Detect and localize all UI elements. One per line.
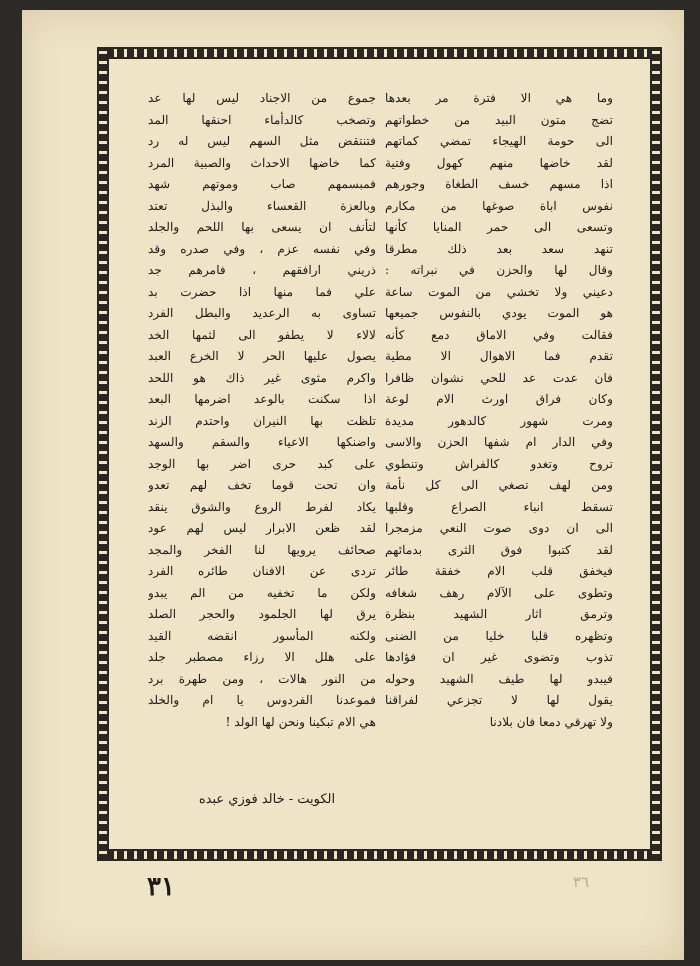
poem-line: ومن لهف تصغي الى كل نأمة bbox=[385, 478, 613, 492]
bleed-through-page-number: ٣٦ bbox=[573, 873, 590, 891]
page-number: ٣١ bbox=[147, 872, 175, 902]
poem-line: وتسعى الى حمر المنايا كأنها bbox=[385, 220, 613, 234]
poem-line: لتأنف ان يسعى بها اللحم والجلد bbox=[148, 220, 376, 234]
poem-line: تنهد سعد بعد ذلك مطرقا bbox=[385, 241, 613, 256]
poem-line: وفي نفسه عزم ، وفي صدره وقد bbox=[148, 241, 376, 256]
border-right bbox=[650, 47, 662, 861]
poem-line: نفوس اباة صوغها من مكارم bbox=[385, 198, 613, 213]
poem-line: يرق لها الجلمود والحجر الصلد bbox=[148, 607, 376, 621]
poem-line: تروح وتغدو كالفراش وتنطوي bbox=[385, 456, 613, 471]
poem-line: هي الام تبكينا ونحن لها الولد ! bbox=[225, 714, 376, 729]
poem-line: لقد ظعن الابرار ليس لهم عود bbox=[148, 521, 376, 535]
poem-line: وتطوى على الآلام رهف شغافه bbox=[385, 585, 613, 600]
poem-line: وفي الدار ام شفها الحزن والاسى bbox=[385, 435, 613, 449]
poem-line: وقال لها والحزن في نبراته : bbox=[385, 263, 613, 277]
poem-line: لقد كتبوا فوق الثرى بدمائهم bbox=[385, 542, 613, 557]
poem-line: واكرم مثوى غير ذاك هو اللحد bbox=[148, 370, 376, 385]
border-bottom bbox=[97, 849, 662, 861]
poem-line: ولكنه المأسور انقضه القيد bbox=[148, 628, 376, 643]
poem-line: اذا مسهم خسف الطغاة وجورهم bbox=[385, 177, 613, 191]
poem-line: اذا سكنت بالوعد اضرمها البعد bbox=[148, 392, 376, 406]
poem-line: على كبد حرى اضر بها الوجد bbox=[148, 456, 376, 471]
poem-line: تساوى به الرعديد والبطل الفرد bbox=[148, 306, 376, 320]
poem-signature: الكويت - خالد فوزي عبده bbox=[198, 792, 336, 807]
poem-line: هو الموت يودي بالنفوس جميعها bbox=[385, 306, 613, 320]
poem-line: وتصخب كالدأماء احنقها المد bbox=[148, 112, 376, 127]
poem-line: فيبدو لها طيف الشهيد وحوله bbox=[385, 671, 613, 686]
poem-line: وكان فراق اورث الام لوعة bbox=[385, 392, 613, 406]
border-top bbox=[97, 47, 662, 59]
poem-line: ذريني ارافقهم ، فامرهم جد bbox=[148, 263, 376, 277]
poem-line: الى حومة الهيجاء تمضي كماتهم bbox=[385, 134, 613, 148]
poem-line: تسقط انباء الصراع وقلبها bbox=[385, 499, 613, 514]
poem-line: وترمق اثار الشهيد بنظرة bbox=[385, 607, 613, 621]
poem-line: وان تحت قوما تخف لهم تعدو bbox=[148, 478, 376, 492]
poem-line: تذوب وتضوى غير ان فؤادها bbox=[385, 650, 613, 664]
poem-line: فيخفق قلب الام خفقة طائر bbox=[385, 564, 613, 578]
poem-line: تلظت بها النيران واحتدم الزند bbox=[148, 413, 376, 428]
poem-line: فان عدت عد للحي نشوان ظافرا bbox=[385, 370, 613, 385]
poem-line: كما خاضها الاحداث والصبية المرد bbox=[148, 155, 376, 170]
poem-line: ولكن ما تخفيه من الم يبدو bbox=[148, 585, 376, 600]
poem-line: واضنكها الاعياء والسقم والسهد bbox=[148, 435, 376, 449]
poem-line: ومرت شهور كالدهور مديدة bbox=[385, 413, 613, 428]
poem-line: يكاد لفرط الروع والشوق ينقد bbox=[148, 499, 376, 514]
poem-line: تضج متون البيد من خطواتهم bbox=[385, 112, 613, 127]
poem-line: وما هي الا فترة مر بعدها bbox=[385, 91, 613, 105]
poem-line: تقدم فما الاهوال الا مطية bbox=[385, 349, 613, 363]
poem-line: ولا تهرقي دمعا فان بلادنا bbox=[489, 714, 613, 729]
poem-line: فموعدنا الفردوس يا ام والخلد bbox=[148, 693, 376, 707]
poem-line: فتنتقض مثل السهم ليس له رد bbox=[148, 134, 376, 148]
poem-line: علي فما منها اذا حضرت بد bbox=[148, 284, 376, 299]
poem-line: صحائف يرويها لنا الفخر والمجد bbox=[148, 542, 376, 557]
poem-line: فمبسمهم صاب وموتهم شهد bbox=[148, 177, 376, 191]
poem-line: يقول لها لا تجزعي لفراقنا bbox=[385, 693, 613, 707]
poem-line: جموع من الاجناد ليس لها عد bbox=[148, 91, 376, 105]
poem-line: وبالعزة القعساء والبذل تعتد bbox=[148, 198, 376, 213]
poem-right-column bbox=[385, 88, 613, 733]
border-left bbox=[97, 47, 109, 861]
poem-line: من النور هالات ، ومن طهرة برد bbox=[148, 671, 376, 686]
poem-line: لقد خاضها منهم كهول وفتية bbox=[385, 155, 613, 170]
poem-line: لالاء لا يطفو الى لثمها الخد bbox=[148, 327, 376, 342]
poem-line: وتظهره قلبا خليا من الضنى bbox=[385, 628, 613, 643]
poem-line: على هلل الا رزاء مصطبر جلد bbox=[148, 650, 376, 664]
poem-line: الى ان دوى صوت النعي مزمجرا bbox=[385, 521, 613, 535]
poem-line: تردى عن الافنان طائره الفرد bbox=[148, 564, 376, 578]
poem-line: يصول عليها الحر لا الخرع العبد bbox=[148, 349, 376, 363]
poem-line: فقالت وفي الاماق دمع كأنه bbox=[385, 327, 613, 342]
poem-line: دعيني ولا تخشي من الموت ساعة bbox=[385, 284, 613, 299]
poem-left-column bbox=[148, 88, 376, 733]
